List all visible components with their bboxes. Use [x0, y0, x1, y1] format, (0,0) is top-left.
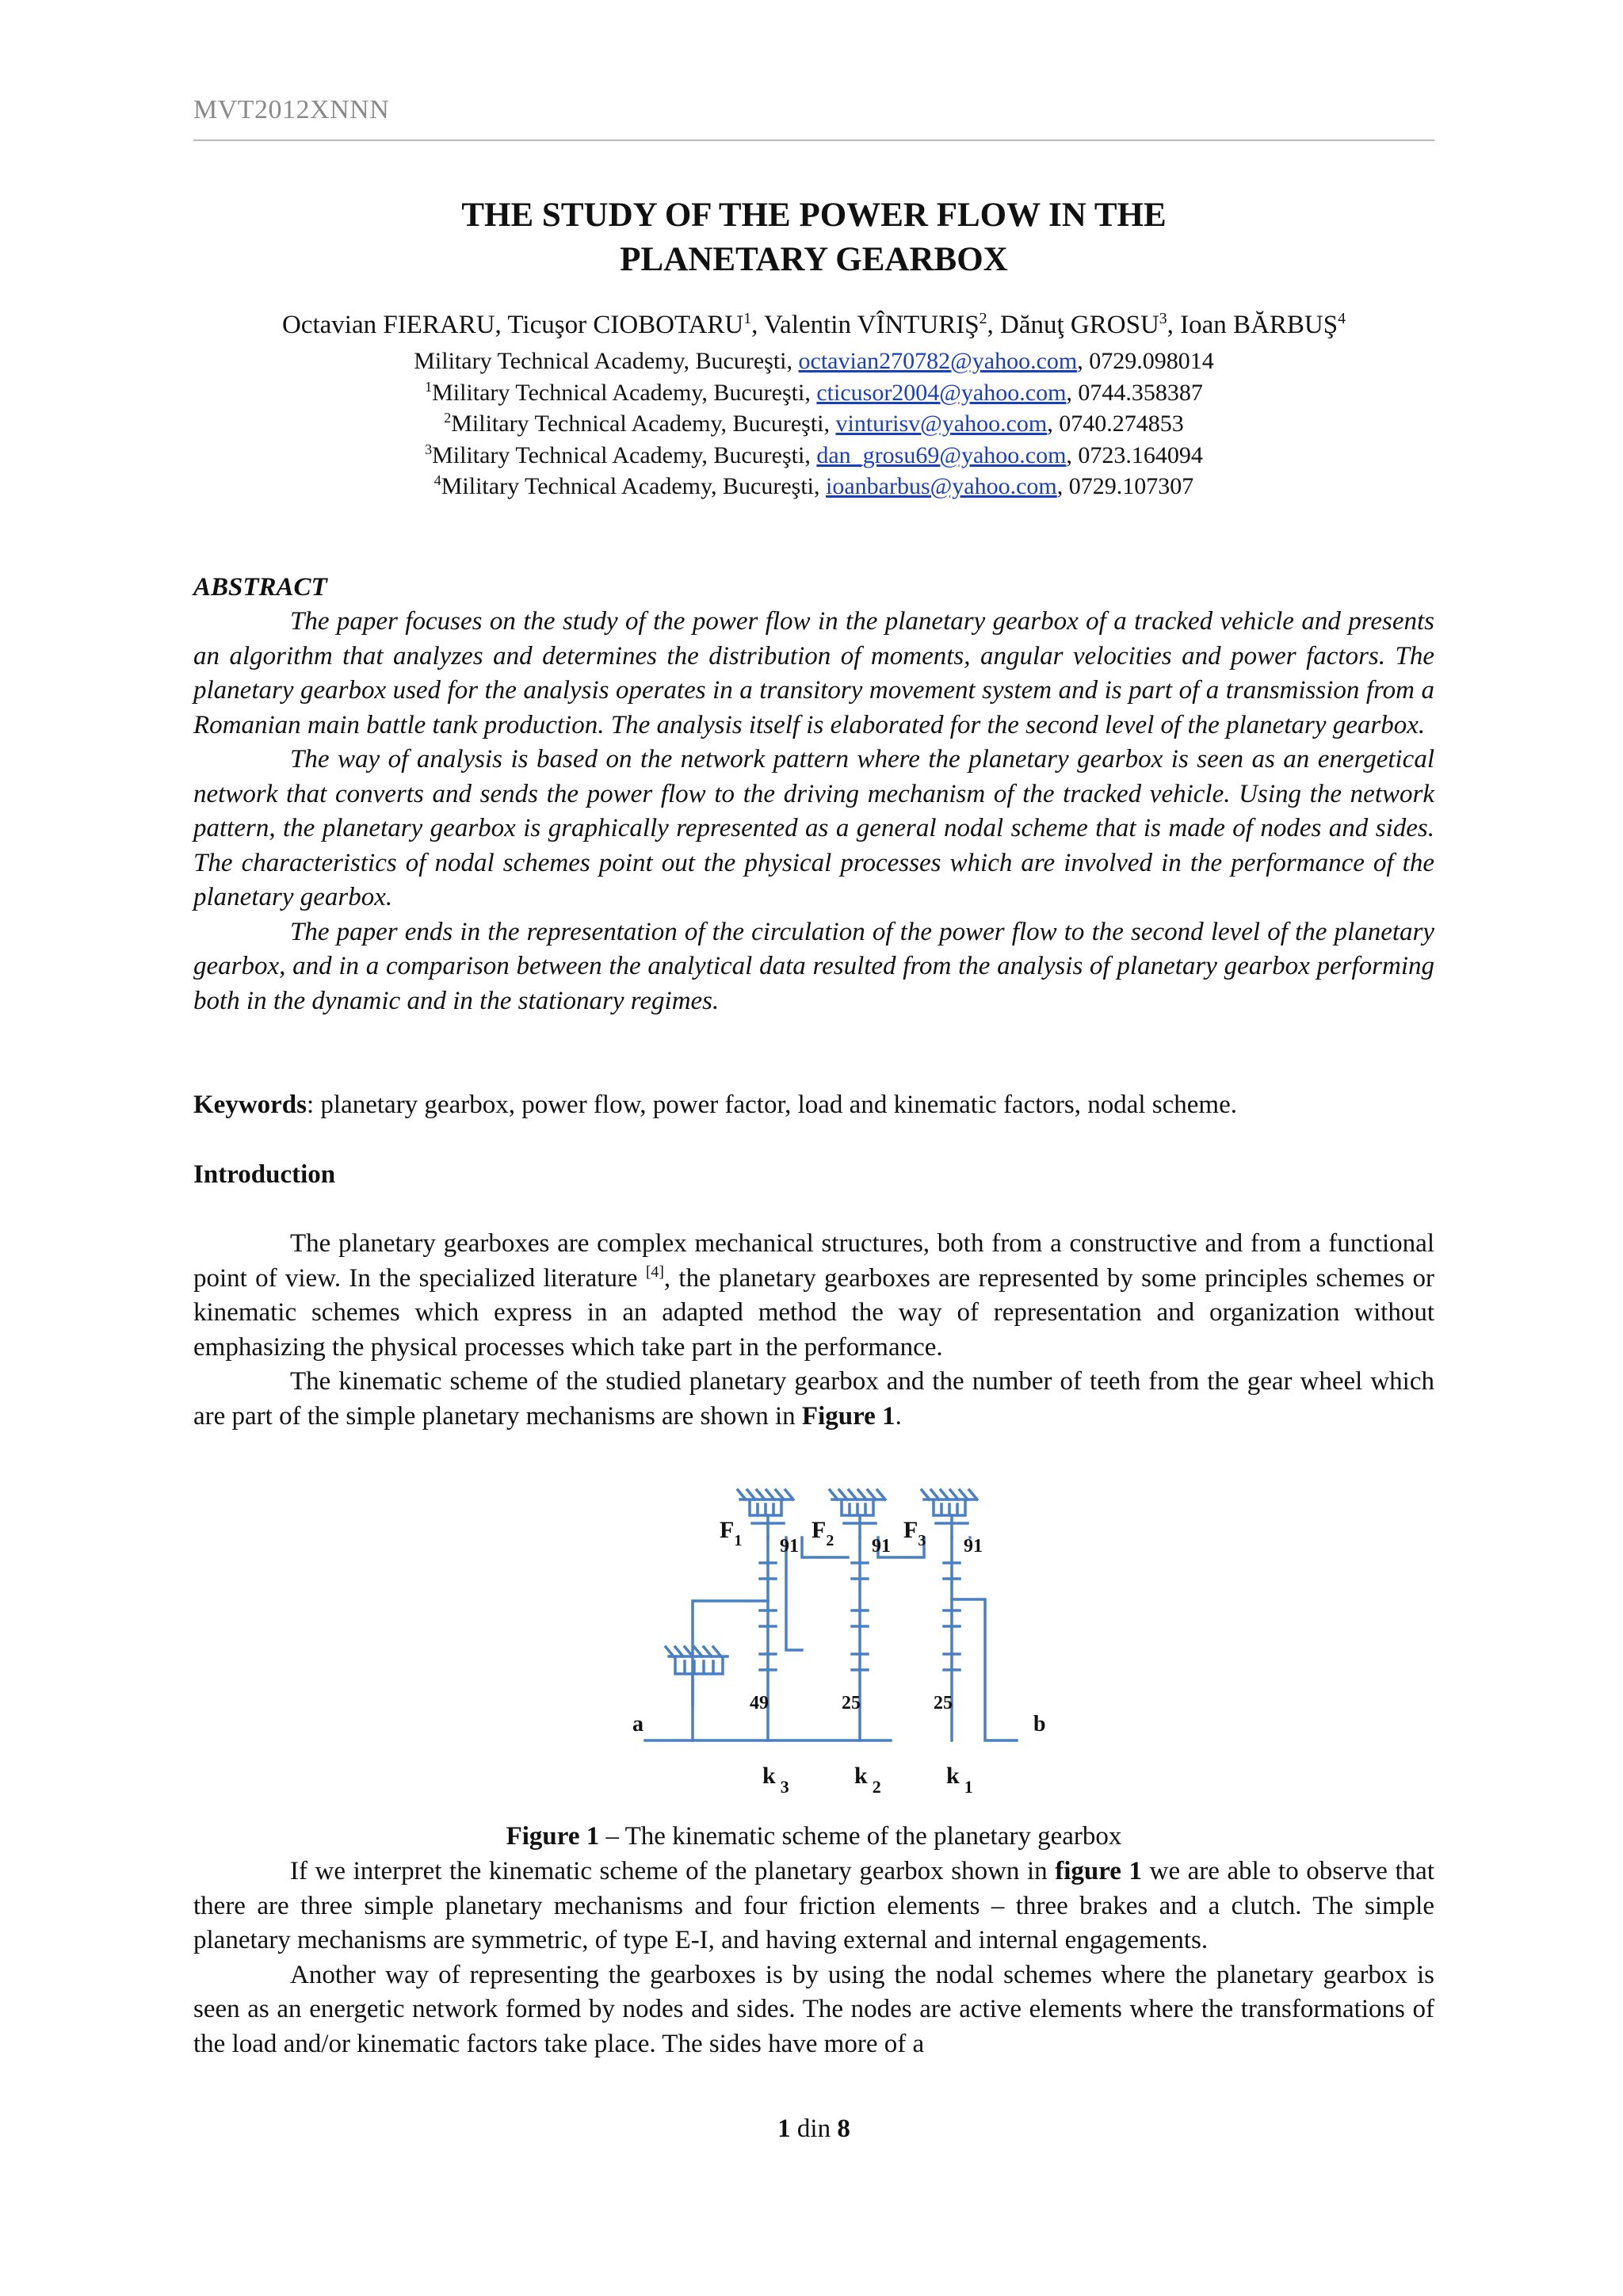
ground-hatch [830, 1490, 885, 1499]
planet-axis-1 [760, 1538, 776, 1706]
sun-teeth-2: 25 [842, 1693, 861, 1713]
email-link[interactable]: octavian270782@yahoo.com [798, 348, 1078, 374]
ground-hatch [738, 1490, 793, 1499]
keywords [193, 1088, 1434, 1123]
brake-label-f1: $F_1$ [720, 1517, 743, 1549]
author-list: Octavian FIERARU, Ticuşor CIOBOTARU$^1$, Valentin VÎNTURIŞ$^2$, Dănuţ GROSU$^3$, Ioan BĂRBUŞ$^4$ [281, 310, 1346, 339]
abstract-heading: ABSTRACT [193, 573, 327, 602]
author-1: Octavian FIERARU [281, 311, 495, 339]
ring-gear-1 [752, 1515, 784, 1538]
brake-f1 [750, 1501, 781, 1515]
scheme-lines [645, 1490, 1017, 1740]
figure-caption [193, 1820, 1434, 1854]
post-figure-body [193, 1855, 1434, 2061]
title-line-2: PLANETARY GEARBOX [620, 241, 1008, 278]
body-paragraph: Another way of representing the gearboxes is by using the nodal schemes where the planetary gearbox is seen as an energetic network formed by nodes and sides. The nodes are active elements where the transformations of the load and/or kinematic factors take place. The sides have more of a [193, 1960, 1434, 2058]
caption-text: – The kinematic scheme of the planetary gearbox [599, 1822, 1122, 1851]
email-link[interactable]: dan_grosu69@yahoo.com [816, 441, 1067, 468]
paper-title [193, 193, 1434, 282]
email-link[interactable]: vinturisv@yahoo.com [835, 411, 1048, 437]
sun-teeth-1: 49 [750, 1693, 769, 1713]
affiliation-row: $^2$Military Technical Academy, Bucureşti, vinturisv@yahoo.com, 0740.274853 [444, 410, 1184, 437]
brake-label-f3: $F_3$ [903, 1517, 926, 1549]
caption-label: Figure 1 [506, 1822, 600, 1851]
ground-hatch [922, 1490, 977, 1499]
author-3: Valentin VÎNTURIŞ$^2$ [764, 310, 987, 339]
email-link[interactable]: cticusor2004@yahoo.com [816, 379, 1067, 406]
clutch [675, 1658, 723, 1674]
planet-axis-3 [944, 1538, 960, 1706]
ring-teeth-3: 91 [964, 1536, 983, 1557]
email-link[interactable]: ioanbarbus@yahoo.com [826, 473, 1057, 499]
page-footer: 1 din 8 [777, 2115, 850, 2143]
body-paragraph: The kinematic scheme of the studied planetary gearbox and the number of teeth from the gear wheel which are part of the simple planetary mechanisms are shown in Figure 1. [193, 1367, 1434, 1431]
author-2: Ticuşor CIOBOTARU$^1$ [507, 310, 752, 339]
section-heading-introduction: Introduction [193, 1160, 336, 1189]
ring-gear-2 [844, 1515, 876, 1538]
abstract-paragraph: The way of analysis is based on the network pattern where the planetary gearbox is seen as an energetical network that converts and sends the power flow to the driving mechanism of the tracked vehicle. Using the network pattern, the planetary gearbox is graphically represented as a general nodal scheme that is made of nodes and sides. The characteristics of nodal schemes point out the physical processes which are involved in the performance of the planetary gearbox. [193, 745, 1434, 911]
planet-axis-2 [852, 1538, 868, 1706]
body-paragraph: If we interpret the kinematic scheme of the planetary gearbox shown in figure 1 we are able to observe that there are three simple planetary mechanisms and four friction elements – three brakes and a clutch. The simple planetary mechanisms are symmetric, of type E-I, and having external and internal engagements. [193, 1857, 1434, 1954]
page-number: 1 [777, 2115, 791, 2143]
brake-f2 [842, 1501, 873, 1515]
header-divider [193, 139, 1434, 141]
shaft-drop [693, 1674, 952, 1740]
brake-f3 [934, 1501, 965, 1515]
node-label-k1: k $_1$ [946, 1763, 973, 1797]
document-id: MVT2012XNNN [193, 95, 390, 124]
sun-teeth-3: 25 [934, 1693, 953, 1713]
kinematic-scheme-figure [621, 1484, 1073, 1809]
abstract-paragraph: The paper ends in the representation of the circulation of the power flow to the second level of the planetary gearbox, and in a comparison between the analytical data resulted from the analysis of planetary gearbox performing both in the dynamic and in the stationary regimes. [193, 917, 1434, 1015]
ring-gear-3 [936, 1515, 968, 1538]
ring-teeth-1: 91 [780, 1536, 799, 1557]
node-label-k2: k $_2$ [854, 1763, 881, 1797]
output-frame [952, 1599, 1017, 1740]
author-5: Ioan BĂRBUŞ$^4$ [1180, 310, 1346, 339]
introduction-body [193, 1227, 1434, 1434]
affiliation-row: $^1$Military Technical Academy, Bucureşti, cticusor2004@yahoo.com, 0744.358387 [425, 378, 1203, 406]
abstract-body [193, 605, 1434, 1018]
brake-label-f2: $F_2$ [812, 1517, 834, 1549]
title-line-1: THE STUDY OF THE POWER FLOW IN THE [461, 197, 1167, 234]
affiliation-row: Military Technical Academy, Bucureşti, octavian270782@yahoo.com, 0729.098014 [414, 348, 1214, 374]
keywords-label: Keywords [193, 1091, 307, 1119]
affiliation-row: $^3$Military Technical Academy, Bucureşti, dan_grosu69@yahoo.com, 0723.164094 [425, 441, 1203, 468]
input-frame [693, 1601, 768, 1706]
page-total: 8 [837, 2115, 850, 2143]
ground-hatch [666, 1647, 727, 1656]
shaft-label-a: a [632, 1712, 643, 1736]
node-label-k3: k $_3$ [762, 1763, 789, 1797]
shaft-label-b: b [1033, 1712, 1046, 1736]
author-4: Dănuţ GROSU$^3$ [1000, 310, 1167, 339]
body-paragraph: The planetary gearboxes are complex mechanical structures, both from a constructive and from a functional point of view. In the specialized literature [4], the planetary gearboxes are represented by some principles schemes or kinematic schemes which express in an adapted method the way of representation and organization without emphasizing the physical processes which take part in the performance. [193, 1229, 1434, 1362]
abstract-paragraph: The paper focuses on the study of the power flow in the planetary gearbox of a tracked vehicle and presents an algorithm that analyzes and determines the distribution of moments, angular velocities and power factors. The planetary gearbox used for the analysis operates in a transitory movement system and is part of a transmission from a Romanian main battle tank production. The analysis itself is elaborated for the second level of the planetary gearbox. [193, 607, 1434, 739]
keywords-text: : planetary gearbox, power flow, power factor, load and kinematic factors, nodal scheme. [307, 1091, 1237, 1119]
affiliation-row: $^4$Military Technical Academy, Bucureşti, ioanbarbus@yahoo.com, 0729.107307 [433, 472, 1194, 499]
citation-ref[interactable]: [4] [645, 1263, 664, 1281]
ring-teeth-2: 91 [872, 1536, 891, 1557]
affiliation-list [193, 346, 1434, 502]
